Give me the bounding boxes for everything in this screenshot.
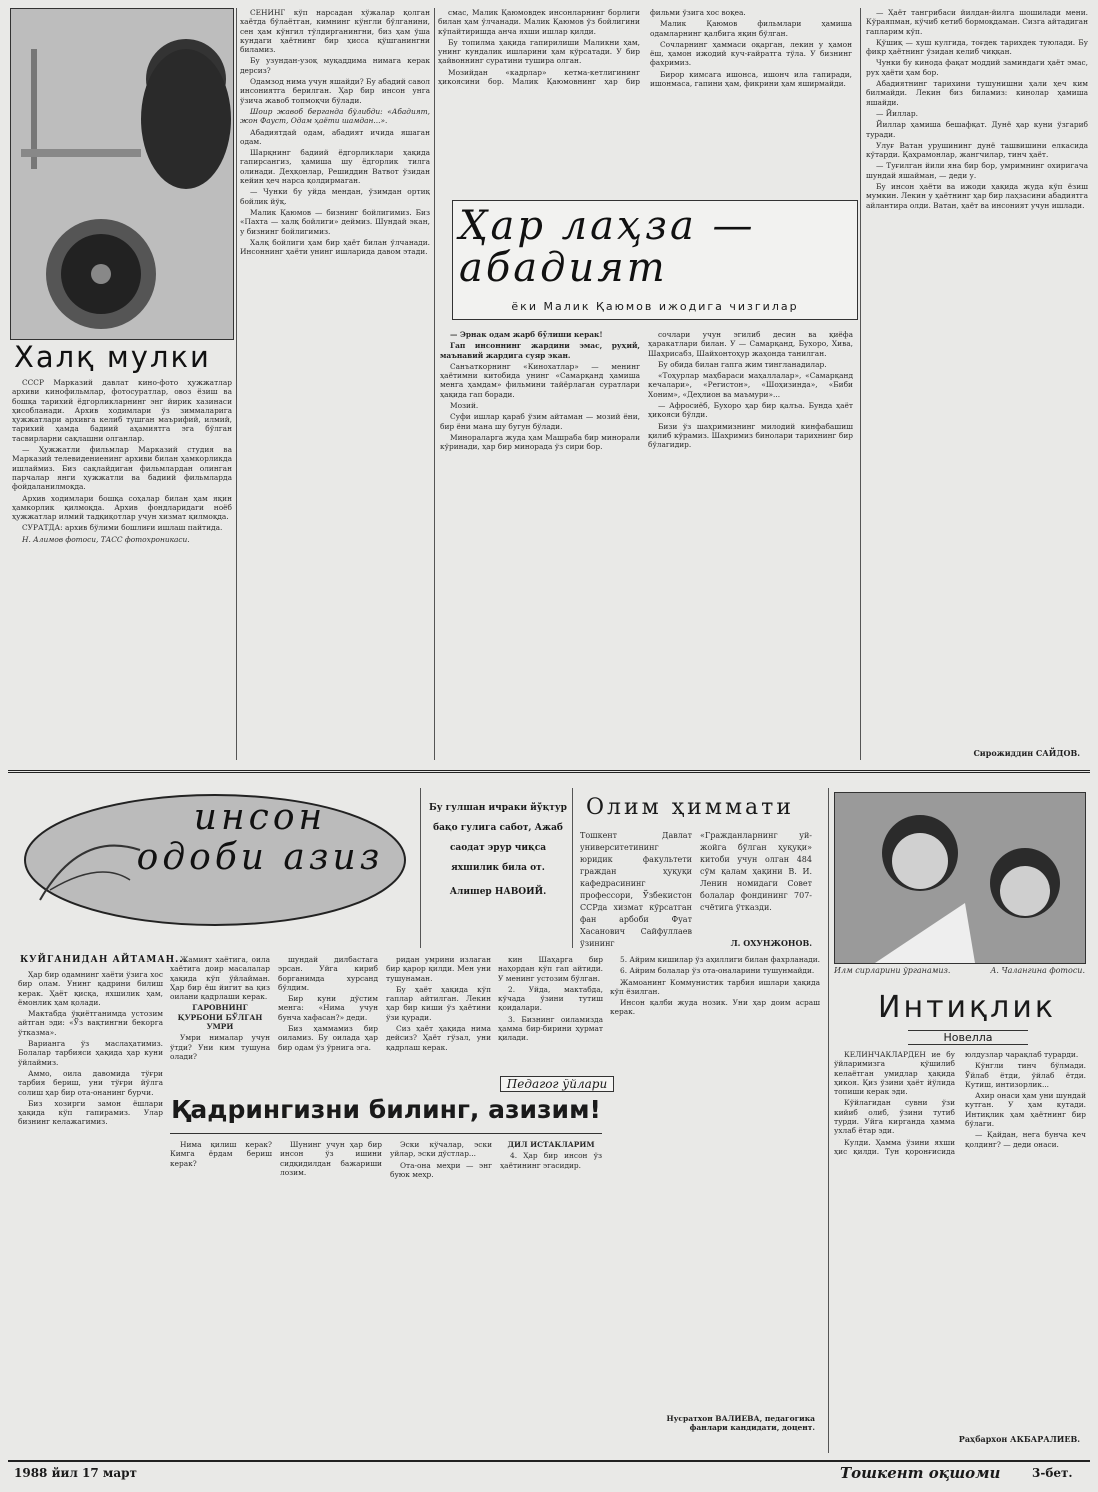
b-col1-p3: Варианга ўз маслаҳатимиз. Болалар тарбияси ҳақида ҳар куни ўйлаймиз. — [18, 1039, 163, 1067]
article4-p7: Улуғ Ватан урушининг дунё ташвишини елкасида кўтарди. Қаҳрамонлар, жангчилар, тинч ҳаёт. — [866, 140, 1088, 160]
article2-p4: Шоир жавоб берганда бўлибди: «Абадият, жон Фауст, Одам ҳаёти шамдан...». — [240, 106, 430, 126]
b-low-p3: Эски кўчалар, эски уйлар, эски дўстлар... — [390, 1140, 492, 1159]
story-title: Интиқлик — [878, 990, 1056, 1025]
story-p1: КЕЛИНЧАКЛАРДЕН ие бу ўйларимизга қўшилиб келаётган умидлар ҳақида ҳикоя. Қиз ўзини ҳаёт йўлида топиши керак эди. — [834, 1050, 955, 1097]
main-headline-box — [170, 1095, 602, 1134]
b-col4-p3: Сиз ҳаёт ҳақида нима дейсиз? Ҳаёт гўзал, уни қадрлаш керак. — [386, 1024, 491, 1052]
b-col5-p2: 2. Уйда, мактабда, кўчада ўзини тутиш қоидалари. — [498, 984, 603, 1013]
story-p5: Ахир онаси ҳам уни шундай кутган. У ҳам кутади. Интиқлик ҳам ҳаётнинг бир бўлаги. — [965, 1091, 1086, 1129]
b-col3-p2: Бир куни дўстим менга: «Нима учун бунча хафасан?» деди. — [278, 994, 378, 1022]
quote-text: Бу гулшан ичраки йўқтур бақо гулига сабот, Ажаб саодат эрур чиқса яхшилик била от. — [429, 803, 567, 873]
b-col2-p1: Жамият хаётига, оила хаётига доир масалалар ҳақида кўп ўйлайман. Ҳар бир ёш йигит ва қиз оилани қадрлаши керак. — [170, 955, 270, 1002]
story-signature: Раҳбархон АКБАРАЛИЕВ. — [958, 1434, 1080, 1444]
middle-col-body — [440, 330, 640, 760]
b-col3-p1: шундай дилбастага эрсан. Уйга кириб борганимда хурсанд бўлдим. — [278, 955, 378, 992]
footer-rule — [8, 1460, 1090, 1462]
article3-p3: Мозийдан «кадрлар» кетма-кетлигининг ҳикоясини бор. Малик Қаюмовнинг ҳар бир фильми ўзига хос воқеа. — [438, 8, 746, 87]
story-kicker: Новелла — [908, 1030, 1028, 1045]
olim-left: Тошкент Давлат университетининг юридик факультети граждан ҳуқуқи кафедрасининг профессори, Ўзбекистон ССРда хизмат кўрсатган фан арбоби Фуат Хасанович Сайфуллаев ўзининг — [580, 831, 692, 948]
b-low-p1: Нима қилиш керак? Кимга ёрдам бериш керак? — [170, 1140, 272, 1168]
main-headline: Қадрингизни билинг, азизим! — [171, 1095, 601, 1124]
article4-p4: Абадиятнинг тарихини тушунишни ҳали ҳеч ким билмайди. Лекин биз биламиз: кинолар ҳамиша яшайди. — [866, 79, 1088, 107]
footer-paper: Тошкент оқшоми — [840, 1464, 1001, 1482]
b-low-p4: Ота-она меҳри — энг буюк меҳр. — [390, 1160, 492, 1179]
section-divider — [8, 770, 1090, 773]
bottom-col4 — [386, 955, 491, 1070]
b-col1-p1: Ҳар бир одамнинг хаёти ўзига хос бир олам. Унинг қадрини билиш керак. Ҳаёт қисқа, яхшилик ҳам, ёмонлик ҳам қолади. — [18, 970, 163, 1007]
middle-p5: Суфи ишлар қараб ўзим айтаман — мозий ёни, бир ёни мана шу бугун бўлади. — [440, 412, 640, 431]
story-body — [834, 1050, 1086, 1430]
article2-p1: СЕНИНГ кўп нарсадан хўжалар қолган хаётда бўлаётган, кимнинг кўнгли бўлганини, сен ҳам кўнгил тўлдирганингни, биз ҳам ўша кундаги ҳаётнинг бир ҳисса қўшганингни биламиз. — [240, 8, 430, 55]
middle-p1: — Эрнак одам жарб бўлиши керак! — [450, 330, 603, 339]
column-rule — [572, 788, 573, 948]
garovnin-subhead: ГАРОВНИНГ ҚУРБОНИ БЎЛГАН УМРИ — [177, 1003, 263, 1032]
middle-col2-body — [648, 330, 853, 760]
b-col1-p4: Аммо, оила давомида тўғри тарбия бериш, уни тўғри йўлга солиш ҳар бир ота-онанинг бурчи. — [18, 1068, 163, 1097]
middle2-p5: Бизи ўз шаҳримизнинг милодий кинфабашиш қилиб кўрамиз. Шаҳримиз бинолари тарихнинг бир бўлагидир. — [648, 421, 853, 450]
article2-p5: Абадиятдай одам, абадият ичида яшаган одам. — [240, 127, 430, 146]
middle-p3: Санъаткорнинг «Кинохатлар» — менинг ҳаётимни китобида унинг «Самарқанд ҳамиша менга ҳамдам» фильмини тайёрлаган суратлари ҳақида гап боради. — [440, 361, 640, 399]
pedagog-tag: Педагог ўйлари — [500, 1076, 614, 1092]
b-col6-p3: Жамоанинг Коммунистик тарбия ишлари ҳақида кўп ёзилган. — [610, 977, 820, 996]
middle-p4: Мозий. — [450, 401, 479, 411]
article2-p6: Шарқнинг бадиий ёдгорликлари ҳақида гапирсангиз, ҳамиша шу ёдгорлик тилга олинади. Деҳқонлар, Решиддин Ватвот ўзидан кейин ҳеч нарса қолдирмаган. — [240, 148, 430, 186]
middle2-p3: «Тоҳурлар маҳбараси маҳаллалар», «Самарқанд кечалари», «Регистон», «Шоҳизинда», «Биби Хоним», «Деҳлион ва маъмури»... — [648, 371, 853, 399]
article2-body — [240, 8, 430, 760]
footer-date: 1988 йил 17 март — [14, 1466, 137, 1480]
logo-text: инсон одоби азиз — [136, 797, 384, 878]
article3-p6: Бирор кимсага ишонса, ишонч ила гапиради, ишонмаса, гапини ҳам, фикрини ҳам яширмайди. — [650, 69, 852, 89]
b-col4-p1: ридан умрини излаган бир қарор қилди. Мен уни тушунаман. — [386, 955, 491, 983]
middle2-p4: — Афросиёб, Бухоро ҳар бир қалъа. Бунда ҳаёт ҳикояси бўлди. — [648, 401, 853, 420]
story-p2: Кўйлагидан сувни ўзи кийиб олиб, ўзини тутиб турди. Уйга кирганда ҳамма ухлаб ётар эди. — [834, 1098, 955, 1136]
archive-photo-illustration — [11, 9, 233, 339]
b-col6-p4: Инсон қалби жуда нозик. Уни ҳар доим асраш керак. — [610, 998, 820, 1017]
b-col2-p2: Умри нималар учун ўтди? Уни ким тушуна олади? — [170, 1033, 270, 1061]
subhead-kuyganidan: КУЙГАНИДАН АЙТАМАН... — [20, 955, 188, 965]
quote-author: Алишер НАВОИЙ. — [449, 887, 547, 897]
bottom-col6 — [610, 955, 820, 1435]
bottom-col2 — [170, 955, 270, 1070]
article1-p1: СССР Марказий давлат кино-фото ҳужжатлар архиви кинофильмлар, фотосуратлар, овоз ёзиш ва бошқа тарихий ёдгорликларнинг энг йирик хазинаси ҳисобланади. Архив ходимлари ўз зиммаларига ҳужжатлари архивга келиб тушган маърифий, илмий, тарихий ҳамда бадиий аҳамиятга эга бўлган тасвирларни сақлашни олганлар. — [12, 378, 232, 443]
article3-p5: Сочларнинг ҳаммаси оқарган, лекин у ҳамон ёш, ҳамон ижодий куч-ғайратга тўла. У бизнинг фахримиз. — [650, 39, 852, 68]
story-p4: Кўнгли тинч бўлмади. Ўйлаб ётди, ўйлаб ётди. Кутиш, интизорлик... — [965, 1061, 1086, 1089]
headline-sub: ёки Малик Қаюмов ижодига чизгилар — [511, 300, 799, 313]
b-col1-p5: Биз хозирги замон ёшлари ҳақида кўп гапирамиз. Улар бизнинг келажагимиз. — [18, 1098, 163, 1127]
article4-signature: Сирожиддин САЙДОВ. — [973, 748, 1080, 758]
column-rule — [860, 8, 861, 760]
bottom-col5 — [498, 955, 603, 1070]
students-photo — [834, 792, 1086, 964]
article3-p2: Бу топилма ҳақида гапирилиши Маликни ҳам, унинг кундалик ишларини ҳам кўрсатади. У бир ҳайвоннинг суратини тушира олган. — [438, 37, 640, 66]
olim-sign: Л. ОХУНЖОНОВ. — [730, 938, 812, 948]
b-col1-p2: Мактабда ўқиётганимда устозим айтган эди: «Ўз вақтингни бекорга ўтказма». — [18, 1009, 163, 1037]
article1-credit: Н. Алимов фотоси, ТАСС фотохроникаси. — [22, 534, 190, 544]
article4-p8: — Туғилган йили яна бир бор, умримнинг охиригача шундай яшайман, — деди у. — [866, 161, 1088, 180]
footer-page: 3-бет. — [1032, 1466, 1073, 1480]
article1-p4: СУРАТДА: архив бўлими бошлиғи ишлаш пайтида. — [22, 523, 223, 533]
headline-main: Ҳар лаҳза — абадият — [459, 203, 756, 291]
archive-photo — [10, 8, 234, 340]
column-rule — [828, 788, 829, 1453]
article2-p3: Одамзод нима учун яшайди? Бу абадий савол инсониятга берилган. Ҳар бир инсон унга ўзича жавоб топмоқчи бўлади. — [240, 77, 430, 105]
article4-p3: Чунки бу кинода фақат моддий заминдаги ҳаёт эмас, рух ҳаёти ҳам бор. — [866, 58, 1088, 77]
article4-p9: Бу инсон ҳаёти ва ижоди ҳақида жуда кўп ёзиш мумкин. Лекин у ҳаётнинг ҳар бир лаҳзасини абадиятга айлантира олди. Ватан, ҳаёт ва инсоният учун ишлади. — [866, 182, 1088, 210]
article2-p7: — Чунки бу уйда мендан, ўзимдан ортиқ бойлик йўқ. — [240, 187, 430, 206]
article3-body — [438, 8, 852, 168]
headline-box — [452, 200, 858, 320]
story-p6: — Қайдан, нега бунча кеч қолдинг? — деди онаси. — [965, 1130, 1086, 1149]
article1-title: Халқ мулки — [14, 340, 211, 374]
bottom-signature: Нусратхон ВАЛИЕВА, педагогика фанлари кандидати, доцент. — [666, 1414, 815, 1432]
article1-p2: — Ҳужжатли фильмлар Марказий студия ва Марказий телевидениенинг архиви билан ҳамкорликда ишлаймиз. Биз сақлайдиган фильмлардан олинган парчалар янги ҳужжатли ва бадиий фильмларда фойдаланилмоқда. — [12, 445, 232, 492]
b-col4-p2: Бу ҳаёт ҳақида кўп гаплар айтилган. Лекин ҳар бир киши ўз ҳаётини ўзи қуради. — [386, 984, 491, 1022]
article2-p8: Малик Қаюмов — бизнинг бойлигимиз. Биз «Пахта — халқ бойлиги» деймиз. Шундай экан, у бизнинг бойлигимиз. — [240, 207, 430, 236]
middle-p6: Минораларга жуда ҳам Машраба бир минорали кўринади, ҳар бир минорада ўз сири бор. — [440, 432, 640, 452]
article4-body — [866, 8, 1088, 750]
column-rule — [434, 8, 435, 760]
article4-p6: Йиллар ҳамиша бешафқат. Дунё ҳар куни ўзгариб туради. — [866, 120, 1088, 139]
bottom-col3 — [278, 955, 378, 1070]
b-col5-p1: кин Шаҳарга бир наҳордан кўп гап айтиди. У менинг устозим бўлган. — [498, 955, 603, 983]
dil-subhead: ДИЛ ИСТАКЛАРИМ — [507, 1140, 595, 1149]
olim-right: «Гражданларнинг уй-жойга бўлган ҳуқуқи» китоби учун олган 484 сўм қалам ҳақини В. И. Ленин номидаги Совет болалар фондининг 707-счётига ўтказди. — [700, 831, 812, 912]
b-col6-p2: 6. Айрим болалар ўз ота-оналарини тушунмайди. — [620, 966, 815, 976]
article2-p2: Бу узундан-узоқ муқаддима нимага керак дерсиз? — [240, 56, 430, 75]
photo-credit: А. Чалангина фотоси. — [990, 966, 1085, 975]
middle-p2: Гап инсоннинг жардини эмас, руҳий, маънавий жардига суяр экан. — [440, 341, 640, 360]
story-p3: Кулди. Ҳамма ўзини яхши ҳис қилди. Тун қоронғисида юлдузлар чарақлаб турарди. — [834, 1050, 1079, 1156]
article1-p3: Архив ходимлари бошқа соҳалар билан ҳам яқин ҳамкорлик қилмоқда. Архив фондларидаги ноёб ҳужжатлар илмий тадқиқотлар учун хизмат қилмоқда. — [12, 493, 232, 522]
middle2-p2: Бу обида билан гапга жим тингланадилар. — [658, 359, 827, 369]
b-col5-p3: 3. Бизнинг оиламизда ҳамма бир-бирини ҳурмат қилади. — [498, 1014, 603, 1043]
b-col3-p3: Биз ҳаммамиз бир оиламиз. Бу оилада ҳар бир одам ўз ўрнига эга. — [278, 1024, 378, 1052]
olim-title: Олим ҳиммати — [585, 795, 795, 820]
middle2-p1: сочлари учун эгилиб десин ва қиёфа ҳаракатлари билан. У — Самарқанд, Бухоро, Хива, Шаҳрисабз, Шайхонтоҳур жаҳонда танилган. — [648, 330, 853, 358]
article4-p2: Қўшиқ — хуш кулгида, тоғдек тарихдек туюлади. Бу фикр ҳаётнинг ўзидан келиб чиққан. — [866, 37, 1088, 57]
article3-p1: смас, Малик Қаюмовдек инсонларнинг борлиги билан ҳам ўлчанади. Малик Қаюмов ўз бойлигини кўпайтиришда анча яхши ишлар қилди. — [438, 8, 640, 36]
b-low-p2: Шунинг учун ҳар бир инсон ўз ишини сидқидилдан бажариши лозим. — [280, 1140, 382, 1177]
column-rule — [236, 8, 237, 760]
b-col6-p1: 5. Айрим кишилар ўз аҳиллиги билан фахрланади. — [620, 955, 820, 964]
bottom-lower-cols — [170, 1140, 602, 1440]
logo-box — [20, 790, 410, 930]
article3-p4: Малик Қаюмов фильмлари ҳамиша одамларнинг қалбига яқин бўлган. — [650, 19, 852, 38]
bottom-col1 — [18, 970, 163, 1450]
photo-caption: Илм сирларини ўрганамиз. — [834, 966, 951, 975]
article4-p5: — Йиллар. — [876, 108, 918, 118]
article4-p1: — Ҳаёт тангрибаси йилдан-йилга шошилади мени. Кўраяпман, кўчиб кетиб бормоқдаман. Сизга айтадиган гапларим кўп. — [866, 8, 1088, 36]
article1-body — [12, 378, 232, 758]
students-illustration — [835, 793, 1085, 963]
column-rule — [420, 788, 421, 948]
article2-p9: Халқ бойлиги ҳам бир ҳаёт билан ўлчанади. Инсоннинг ҳаёти унинг ишларида давом этади. — [240, 237, 430, 257]
navoi-quote — [428, 798, 568, 902]
b-low-p5: 4. Ҳар бир инсон ўз ҳаётининг эгасидир. — [500, 1151, 602, 1170]
